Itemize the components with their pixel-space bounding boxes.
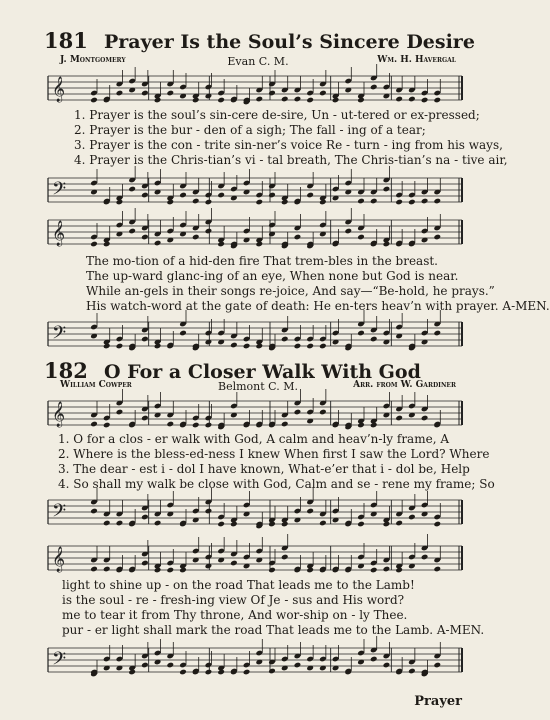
svg-text:𝄢: 𝄢 [52,179,67,204]
bass-staff-181a [0,170,480,212]
tune-name: Evan C. M. [227,55,289,68]
svg-text:𝄢: 𝄢 [52,649,67,674]
treble-staff-182a [0,393,480,435]
verses-182-top [58,432,495,492]
verse-line: 3. Prayer is the con - trite sin-ner’s voice Re - turn - ing from his ways, [74,138,503,152]
hymn-number: 182 [44,358,88,383]
svg-text:𝄢: 𝄢 [52,501,67,526]
svg-text:𝄞: 𝄞 [52,402,66,427]
verses-181-top [74,108,508,168]
verse-line: light to shine up - on the road That leads me to the Lamb! [62,578,415,592]
hymn-title: O For a Closer Walk With God [104,361,421,383]
hymn-181-credits [60,55,456,69]
hymn-number: 181 [44,28,88,53]
verse-line: 4. Prayer is the Chris-tian’s vi - tal breath, The Chris-tian’s na - tive air, [74,153,508,167]
composer: Arr. from W. Gardiner [353,380,456,390]
svg-text:𝄞: 𝄞 [52,77,66,102]
verse-line: While an-gels in their songs re-joice, And say—“Be-hold, he prays.” [86,284,495,298]
svg-text:𝄢: 𝄢 [52,323,67,348]
svg-text:𝄞: 𝄞 [52,547,66,572]
verses-182-bottom [62,578,485,638]
verse-line: 3. The dear - est i - dol I have known, What-e’er that i - dol be, Help [58,462,470,476]
treble-staff-181b [0,212,480,254]
treble-staff-181a [0,68,480,110]
verse-line: The up-ward glanc-ing of an eye, When none but God is near. [86,269,459,283]
verses-181-bottom [86,254,550,314]
hymn-title: Prayer Is the Soul’s Sincere Desire [104,31,475,53]
verse-line: The mo-tion of a hid-den fire That trem-bles in the breast. [86,254,438,268]
verse-line: 2. Prayer is the bur - den of a sigh; The fall - ing of a tear; [74,123,426,137]
composer: Wm. H. Havergal [377,55,456,65]
verse-line: is the soul - re - fresh-ing view Of Je - sus and His word? [62,593,405,607]
hymn-182-credits [60,380,456,394]
verse-line: me to tear it from Thy throne, And wor-ship on - ly Thee. [62,608,408,622]
bass-staff-182a [0,492,480,534]
verse-line: 1. O for a clos - er walk with God, A calm and heav’n-ly frame, A [58,432,449,446]
verse-line: 2. Where is the bless-ed-ness I knew When first I saw the Lord? Where [58,447,490,461]
hymn-181-heading [44,28,475,53]
treble-staff-182b [0,538,480,580]
bass-staff-181b [0,314,480,356]
author: J. Montgomery [60,55,126,65]
tune-name: Belmont C. M. [218,380,298,393]
verse-line: 4. So shall my walk be close with God, Calm and se - rene my frame; So [58,477,495,491]
svg-text:𝄞: 𝄞 [52,221,66,246]
verse-line: pur - er light shall mark the road That leads me to the Lamb. A-MEN. [62,623,485,637]
bass-staff-182b [0,640,480,682]
page-section-label: Prayer [414,694,462,709]
author: William Cowper [60,380,132,390]
verse-line: 1. Prayer is the soul’s sin-cere de-sire, Un - ut-tered or ex-pressed; [74,108,480,122]
verse-line: His watch-word at the gate of death: He en-ters heav’n with prayer. A-MEN. [86,299,550,313]
